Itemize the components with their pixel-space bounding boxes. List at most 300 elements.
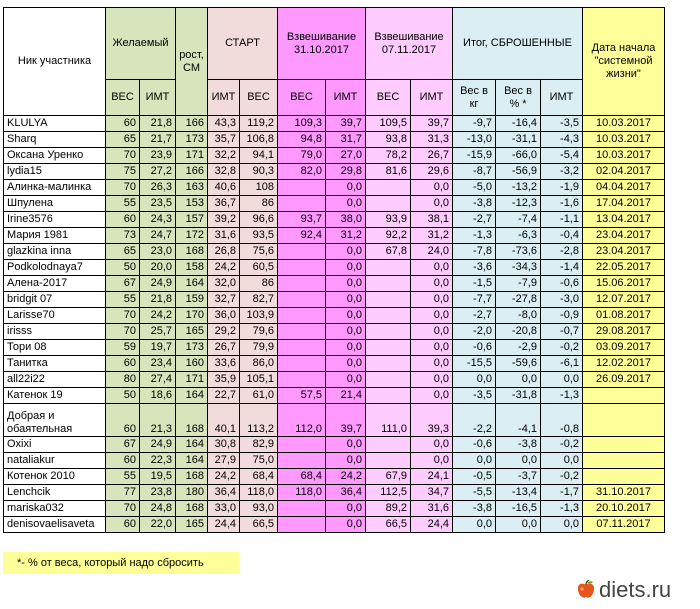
w2-bmi-cell[interactable]: 31,6 — [411, 501, 453, 517]
w1-weight-cell[interactable]: 109,3 — [278, 116, 326, 132]
w1-weight-cell[interactable] — [278, 180, 326, 196]
participant-name-cell[interactable]: Катенок 19 — [4, 388, 106, 404]
start-bmi-cell[interactable]: 32,0 — [208, 276, 240, 292]
desired-bmi-cell[interactable]: 20,0 — [140, 260, 176, 276]
result-kg-cell[interactable]: -15,5 — [453, 356, 496, 372]
desired-bmi-cell[interactable]: 24,2 — [140, 308, 176, 324]
start-date-cell[interactable]: 31.10.2017 — [583, 485, 665, 501]
participant-name-cell[interactable]: KLULYA — [4, 116, 106, 132]
w1-bmi-cell[interactable]: 36,4 — [326, 485, 366, 501]
w2-weight-cell[interactable]: 112,5 — [366, 485, 411, 501]
height-cell[interactable]: 171 — [176, 148, 208, 164]
result-bmi-cell[interactable]: -1,1 — [541, 212, 583, 228]
start-date-cell[interactable]: 10.03.2017 — [583, 132, 665, 148]
w2-weight-cell[interactable] — [366, 260, 411, 276]
w2-weight-cell[interactable]: 93,9 — [366, 212, 411, 228]
w2-weight-cell[interactable] — [366, 453, 411, 469]
participant-name-cell[interactable]: Тори 08 — [4, 340, 106, 356]
result-bmi-cell[interactable]: -2,8 — [541, 244, 583, 260]
start-bmi-cell[interactable]: 36,7 — [208, 196, 240, 212]
w2-bmi-cell[interactable]: 31,2 — [411, 228, 453, 244]
w2-bmi-cell[interactable]: 0,0 — [411, 356, 453, 372]
result-percent-cell[interactable]: 0,0 — [496, 453, 541, 469]
result-bmi-cell[interactable]: -0,2 — [541, 469, 583, 485]
height-cell[interactable]: 166 — [176, 116, 208, 132]
result-bmi-cell[interactable]: -1,7 — [541, 485, 583, 501]
start-bmi-cell[interactable]: 24,4 — [208, 517, 240, 533]
w1-weight-cell[interactable] — [278, 356, 326, 372]
result-kg-cell[interactable]: -2,0 — [453, 324, 496, 340]
start-weight-cell[interactable]: 60,5 — [240, 260, 278, 276]
result-bmi-cell[interactable]: -1,3 — [541, 388, 583, 404]
result-percent-cell[interactable]: -12,3 — [496, 196, 541, 212]
start-weight-cell[interactable]: 79,6 — [240, 324, 278, 340]
w1-bmi-cell[interactable]: 29,8 — [326, 164, 366, 180]
start-date-cell[interactable] — [583, 469, 665, 485]
start-date-cell[interactable] — [583, 437, 665, 453]
result-bmi-cell[interactable]: -0,2 — [541, 340, 583, 356]
participant-name-cell[interactable]: Алинка-малинка — [4, 180, 106, 196]
height-cell[interactable]: 168 — [176, 501, 208, 517]
result-kg-cell[interactable]: -5,5 — [453, 485, 496, 501]
desired-bmi-cell[interactable]: 24,8 — [140, 501, 176, 517]
start-bmi-cell[interactable]: 26,7 — [208, 340, 240, 356]
desired-weight-cell[interactable]: 60 — [106, 453, 140, 469]
result-bmi-cell[interactable]: -1,4 — [541, 260, 583, 276]
desired-bmi-cell[interactable]: 23,5 — [140, 196, 176, 212]
result-kg-cell[interactable]: -1,3 — [453, 228, 496, 244]
participant-name-cell[interactable]: Мария 1981 — [4, 228, 106, 244]
w1-weight-cell[interactable]: 118,0 — [278, 485, 326, 501]
start-bmi-cell[interactable]: 39,2 — [208, 212, 240, 228]
result-percent-cell[interactable]: -6,3 — [496, 228, 541, 244]
result-bmi-cell[interactable]: -3,5 — [541, 116, 583, 132]
result-bmi-cell[interactable]: 0,0 — [541, 517, 583, 533]
w1-bmi-cell[interactable]: 0,0 — [326, 501, 366, 517]
start-bmi-cell[interactable]: 32,2 — [208, 148, 240, 164]
desired-weight-cell[interactable]: 67 — [106, 437, 140, 453]
height-cell[interactable]: 165 — [176, 324, 208, 340]
participant-name-cell[interactable]: Podkolodnaya7 — [4, 260, 106, 276]
result-kg-cell[interactable]: -15,9 — [453, 148, 496, 164]
w2-bmi-cell[interactable]: 0,0 — [411, 372, 453, 388]
w2-bmi-cell[interactable]: 24,4 — [411, 517, 453, 533]
start-bmi-cell[interactable]: 32,8 — [208, 164, 240, 180]
w1-bmi-cell[interactable]: 0,0 — [326, 276, 366, 292]
desired-bmi-cell[interactable]: 21,8 — [140, 292, 176, 308]
w1-bmi-cell[interactable]: 39,7 — [326, 116, 366, 132]
w1-bmi-cell[interactable]: 31,2 — [326, 228, 366, 244]
result-kg-cell[interactable]: -2,7 — [453, 308, 496, 324]
w2-bmi-cell[interactable]: 0,0 — [411, 276, 453, 292]
result-bmi-cell[interactable]: -0,4 — [541, 228, 583, 244]
participant-name-cell[interactable]: Irine3576 — [4, 212, 106, 228]
desired-weight-cell[interactable]: 70 — [106, 501, 140, 517]
start-bmi-cell[interactable]: 40,1 — [208, 404, 240, 437]
start-date-cell[interactable]: 23.04.2017 — [583, 228, 665, 244]
start-weight-cell[interactable]: 113,2 — [240, 404, 278, 437]
height-cell[interactable]: 173 — [176, 132, 208, 148]
start-weight-cell[interactable]: 106,8 — [240, 132, 278, 148]
start-bmi-cell[interactable]: 33,0 — [208, 501, 240, 517]
desired-bmi-cell[interactable]: 24,9 — [140, 276, 176, 292]
result-kg-cell[interactable]: -9,7 — [453, 116, 496, 132]
w1-weight-cell[interactable] — [278, 501, 326, 517]
w1-weight-cell[interactable]: 57,5 — [278, 388, 326, 404]
w2-weight-cell[interactable]: 92,2 — [366, 228, 411, 244]
w1-bmi-cell[interactable]: 38,0 — [326, 212, 366, 228]
result-kg-cell[interactable]: -7,8 — [453, 244, 496, 260]
result-bmi-cell[interactable]: 0,0 — [541, 453, 583, 469]
participant-name-cell[interactable]: Oxixi — [4, 437, 106, 453]
w2-weight-cell[interactable] — [366, 292, 411, 308]
w1-bmi-cell[interactable]: 0,0 — [326, 180, 366, 196]
result-percent-cell[interactable]: -73,6 — [496, 244, 541, 260]
w2-bmi-cell[interactable]: 38,1 — [411, 212, 453, 228]
w1-bmi-cell[interactable]: 0,0 — [326, 292, 366, 308]
result-percent-cell[interactable]: -16,5 — [496, 501, 541, 517]
w2-weight-cell[interactable]: 93,8 — [366, 132, 411, 148]
w2-bmi-cell[interactable]: 0,0 — [411, 292, 453, 308]
start-weight-cell[interactable]: 66,5 — [240, 517, 278, 533]
start-weight-cell[interactable]: 75,0 — [240, 453, 278, 469]
height-cell[interactable]: 164 — [176, 388, 208, 404]
participant-name-cell[interactable]: denisovaelisaveta — [4, 517, 106, 533]
participant-name-cell[interactable]: irisss — [4, 324, 106, 340]
result-percent-cell[interactable]: -31,8 — [496, 388, 541, 404]
start-date-cell[interactable]: 17.04.2017 — [583, 196, 665, 212]
result-percent-cell[interactable]: -59,6 — [496, 356, 541, 372]
start-bmi-cell[interactable]: 26,8 — [208, 244, 240, 260]
desired-bmi-cell[interactable]: 23,8 — [140, 485, 176, 501]
height-cell[interactable]: 164 — [176, 276, 208, 292]
w2-bmi-cell[interactable]: 26,7 — [411, 148, 453, 164]
result-bmi-cell[interactable]: -1,6 — [541, 196, 583, 212]
w1-bmi-cell[interactable]: 0,0 — [326, 324, 366, 340]
start-bmi-cell[interactable]: 30,8 — [208, 437, 240, 453]
start-weight-cell[interactable]: 93,0 — [240, 501, 278, 517]
result-kg-cell[interactable]: -0,6 — [453, 340, 496, 356]
w1-bmi-cell[interactable]: 0,0 — [326, 308, 366, 324]
result-kg-cell[interactable]: -3,8 — [453, 196, 496, 212]
w2-bmi-cell[interactable]: 34,7 — [411, 485, 453, 501]
start-bmi-cell[interactable]: 24,2 — [208, 469, 240, 485]
desired-weight-cell[interactable]: 59 — [106, 340, 140, 356]
start-date-cell[interactable]: 02.04.2017 — [583, 164, 665, 180]
start-weight-cell[interactable]: 86 — [240, 196, 278, 212]
w2-weight-cell[interactable] — [366, 308, 411, 324]
height-cell[interactable]: 165 — [176, 517, 208, 533]
result-percent-cell[interactable]: -34,3 — [496, 260, 541, 276]
w1-weight-cell[interactable] — [278, 372, 326, 388]
participant-name-cell[interactable]: Алена-2017 — [4, 276, 106, 292]
desired-bmi-cell[interactable]: 23,4 — [140, 356, 176, 372]
desired-weight-cell[interactable]: 60 — [106, 116, 140, 132]
result-bmi-cell[interactable]: -1,3 — [541, 501, 583, 517]
desired-bmi-cell[interactable]: 19,5 — [140, 469, 176, 485]
desired-weight-cell[interactable]: 60 — [106, 212, 140, 228]
start-date-cell[interactable]: 07.11.2017 — [583, 517, 665, 533]
result-kg-cell[interactable]: -0,6 — [453, 437, 496, 453]
w1-weight-cell[interactable]: 92,4 — [278, 228, 326, 244]
w2-weight-cell[interactable]: 109,5 — [366, 116, 411, 132]
result-bmi-cell[interactable]: -0,7 — [541, 324, 583, 340]
w2-weight-cell[interactable] — [366, 437, 411, 453]
w1-bmi-cell[interactable]: 21,4 — [326, 388, 366, 404]
result-percent-cell[interactable]: -4,1 — [496, 404, 541, 437]
start-bmi-cell[interactable]: 35,7 — [208, 132, 240, 148]
start-bmi-cell[interactable]: 31,6 — [208, 228, 240, 244]
result-percent-cell[interactable]: -13,2 — [496, 180, 541, 196]
height-cell[interactable]: 157 — [176, 212, 208, 228]
w2-weight-cell[interactable] — [366, 388, 411, 404]
result-percent-cell[interactable]: -3,7 — [496, 469, 541, 485]
height-cell[interactable]: 166 — [176, 164, 208, 180]
participant-name-cell[interactable]: Lenchcik — [4, 485, 106, 501]
start-bmi-cell[interactable]: 24,2 — [208, 260, 240, 276]
start-bmi-cell[interactable]: 27,9 — [208, 453, 240, 469]
desired-bmi-cell[interactable]: 26,3 — [140, 180, 176, 196]
start-date-cell[interactable]: 04.04.2017 — [583, 180, 665, 196]
desired-bmi-cell[interactable]: 23,0 — [140, 244, 176, 260]
desired-weight-cell[interactable]: 60 — [106, 356, 140, 372]
result-percent-cell[interactable]: -13,4 — [496, 485, 541, 501]
result-percent-cell[interactable]: -7,9 — [496, 276, 541, 292]
w2-bmi-cell[interactable]: 0,0 — [411, 340, 453, 356]
start-bmi-cell[interactable]: 29,2 — [208, 324, 240, 340]
w2-bmi-cell[interactable]: 39,3 — [411, 404, 453, 437]
participant-name-cell[interactable]: bridgit 07 — [4, 292, 106, 308]
height-cell[interactable]: 164 — [176, 453, 208, 469]
result-kg-cell[interactable]: -13,0 — [453, 132, 496, 148]
result-kg-cell[interactable]: -0,5 — [453, 469, 496, 485]
desired-bmi-cell[interactable]: 24,9 — [140, 437, 176, 453]
start-weight-cell[interactable]: 68,4 — [240, 469, 278, 485]
w2-bmi-cell[interactable]: 0,0 — [411, 260, 453, 276]
participant-name-cell[interactable]: Добрая и обаятельная — [4, 404, 106, 437]
participant-name-cell[interactable]: nataliakur — [4, 453, 106, 469]
desired-bmi-cell[interactable]: 21,7 — [140, 132, 176, 148]
start-weight-cell[interactable]: 94,1 — [240, 148, 278, 164]
w1-bmi-cell[interactable]: 0,0 — [326, 244, 366, 260]
w2-weight-cell[interactable] — [366, 324, 411, 340]
result-percent-cell[interactable]: -27,8 — [496, 292, 541, 308]
height-cell[interactable]: 171 — [176, 372, 208, 388]
result-kg-cell[interactable]: 0,0 — [453, 372, 496, 388]
result-kg-cell[interactable]: 0,0 — [453, 453, 496, 469]
height-cell[interactable]: 160 — [176, 356, 208, 372]
start-bmi-cell[interactable]: 22,7 — [208, 388, 240, 404]
desired-bmi-cell[interactable]: 22,3 — [140, 453, 176, 469]
result-kg-cell[interactable]: -2,7 — [453, 212, 496, 228]
result-bmi-cell[interactable]: -6,1 — [541, 356, 583, 372]
w1-weight-cell[interactable]: 112,0 — [278, 404, 326, 437]
start-weight-cell[interactable]: 61,0 — [240, 388, 278, 404]
start-date-cell[interactable]: 10.03.2017 — [583, 116, 665, 132]
desired-bmi-cell[interactable]: 21,3 — [140, 404, 176, 437]
w2-weight-cell[interactable] — [366, 340, 411, 356]
w1-weight-cell[interactable] — [278, 292, 326, 308]
result-percent-cell[interactable]: -66,0 — [496, 148, 541, 164]
height-cell[interactable]: 173 — [176, 340, 208, 356]
start-bmi-cell[interactable]: 33,6 — [208, 356, 240, 372]
desired-bmi-cell[interactable]: 27,2 — [140, 164, 176, 180]
w1-weight-cell[interactable]: 82,0 — [278, 164, 326, 180]
w2-bmi-cell[interactable]: 0,0 — [411, 180, 453, 196]
desired-weight-cell[interactable]: 75 — [106, 164, 140, 180]
w1-bmi-cell[interactable]: 0,0 — [326, 517, 366, 533]
start-date-cell[interactable]: 10.03.2017 — [583, 148, 665, 164]
result-kg-cell[interactable]: -1,5 — [453, 276, 496, 292]
w1-bmi-cell[interactable]: 0,0 — [326, 260, 366, 276]
height-cell[interactable]: 168 — [176, 404, 208, 437]
w1-weight-cell[interactable] — [278, 260, 326, 276]
height-cell[interactable]: 164 — [176, 437, 208, 453]
w1-bmi-cell[interactable]: 0,0 — [326, 196, 366, 212]
start-weight-cell[interactable]: 105,1 — [240, 372, 278, 388]
result-kg-cell[interactable]: -2,2 — [453, 404, 496, 437]
w2-bmi-cell[interactable]: 0,0 — [411, 388, 453, 404]
height-cell[interactable]: 180 — [176, 485, 208, 501]
participant-name-cell[interactable]: Оксана Уренко — [4, 148, 106, 164]
w1-weight-cell[interactable] — [278, 196, 326, 212]
participant-name-cell[interactable]: Танитка — [4, 356, 106, 372]
start-bmi-cell[interactable]: 40,6 — [208, 180, 240, 196]
result-bmi-cell[interactable]: -1,9 — [541, 180, 583, 196]
w1-weight-cell[interactable] — [278, 453, 326, 469]
start-weight-cell[interactable]: 86 — [240, 276, 278, 292]
height-cell[interactable]: 168 — [176, 469, 208, 485]
w2-bmi-cell[interactable]: 0,0 — [411, 308, 453, 324]
desired-bmi-cell[interactable]: 25,7 — [140, 324, 176, 340]
participant-name-cell[interactable]: all22i22 — [4, 372, 106, 388]
desired-bmi-cell[interactable]: 27,4 — [140, 372, 176, 388]
w1-bmi-cell[interactable]: 39,7 — [326, 404, 366, 437]
result-percent-cell[interactable]: -7,4 — [496, 212, 541, 228]
desired-weight-cell[interactable]: 70 — [106, 148, 140, 164]
height-cell[interactable]: 159 — [176, 292, 208, 308]
w1-weight-cell[interactable] — [278, 308, 326, 324]
start-bmi-cell[interactable]: 43,3 — [208, 116, 240, 132]
result-bmi-cell[interactable]: -3,2 — [541, 164, 583, 180]
w2-bmi-cell[interactable]: 24,0 — [411, 244, 453, 260]
height-cell[interactable]: 163 — [176, 180, 208, 196]
result-bmi-cell[interactable]: 0,0 — [541, 372, 583, 388]
start-bmi-cell[interactable]: 32,7 — [208, 292, 240, 308]
result-kg-cell[interactable]: -5,0 — [453, 180, 496, 196]
desired-weight-cell[interactable]: 55 — [106, 292, 140, 308]
result-kg-cell[interactable]: 0,0 — [453, 517, 496, 533]
start-weight-cell[interactable]: 86,0 — [240, 356, 278, 372]
participant-name-cell[interactable]: lydia15 — [4, 164, 106, 180]
w1-bmi-cell[interactable]: 0,0 — [326, 340, 366, 356]
start-bmi-cell[interactable]: 36,0 — [208, 308, 240, 324]
desired-weight-cell[interactable]: 50 — [106, 388, 140, 404]
w2-weight-cell[interactable] — [366, 356, 411, 372]
w2-bmi-cell[interactable]: 29,6 — [411, 164, 453, 180]
w2-weight-cell[interactable]: 66,5 — [366, 517, 411, 533]
participant-name-cell[interactable]: Котенок 2010 — [4, 469, 106, 485]
desired-weight-cell[interactable]: 77 — [106, 485, 140, 501]
w1-bmi-cell[interactable]: 0,0 — [326, 437, 366, 453]
start-date-cell[interactable]: 26.09.2017 — [583, 372, 665, 388]
start-weight-cell[interactable]: 119,2 — [240, 116, 278, 132]
result-bmi-cell[interactable]: -0,6 — [541, 276, 583, 292]
w1-bmi-cell[interactable]: 31,7 — [326, 132, 366, 148]
desired-bmi-cell[interactable]: 24,3 — [140, 212, 176, 228]
start-date-cell[interactable]: 12.07.2017 — [583, 292, 665, 308]
w2-weight-cell[interactable]: 111,0 — [366, 404, 411, 437]
result-percent-cell[interactable]: -3,8 — [496, 437, 541, 453]
w2-bmi-cell[interactable]: 0,0 — [411, 324, 453, 340]
start-weight-cell[interactable]: 93,5 — [240, 228, 278, 244]
start-date-cell[interactable] — [583, 388, 665, 404]
desired-weight-cell[interactable]: 50 — [106, 260, 140, 276]
result-percent-cell[interactable]: 0,0 — [496, 372, 541, 388]
w2-bmi-cell[interactable]: 0,0 — [411, 196, 453, 212]
start-weight-cell[interactable]: 118,0 — [240, 485, 278, 501]
height-cell[interactable]: 158 — [176, 260, 208, 276]
desired-weight-cell[interactable]: 65 — [106, 244, 140, 260]
start-date-cell[interactable]: 23.04.2017 — [583, 244, 665, 260]
w1-bmi-cell[interactable]: 0,0 — [326, 356, 366, 372]
desired-weight-cell[interactable]: 65 — [106, 132, 140, 148]
w1-weight-cell[interactable]: 68,4 — [278, 469, 326, 485]
desired-weight-cell[interactable]: 70 — [106, 180, 140, 196]
result-kg-cell[interactable]: -3,5 — [453, 388, 496, 404]
desired-weight-cell[interactable]: 60 — [106, 404, 140, 437]
result-bmi-cell[interactable]: -0,2 — [541, 437, 583, 453]
start-bmi-cell[interactable]: 36,4 — [208, 485, 240, 501]
w2-bmi-cell[interactable]: 39,7 — [411, 116, 453, 132]
w2-weight-cell[interactable] — [366, 180, 411, 196]
desired-bmi-cell[interactable]: 23,9 — [140, 148, 176, 164]
height-cell[interactable]: 172 — [176, 228, 208, 244]
start-date-cell[interactable] — [583, 453, 665, 469]
participant-name-cell[interactable]: mariska032 — [4, 501, 106, 517]
result-kg-cell[interactable]: -7,7 — [453, 292, 496, 308]
start-date-cell[interactable]: 13.04.2017 — [583, 212, 665, 228]
start-date-cell[interactable] — [583, 404, 665, 437]
desired-weight-cell[interactable]: 55 — [106, 469, 140, 485]
result-bmi-cell[interactable]: -4,3 — [541, 132, 583, 148]
start-date-cell[interactable]: 12.02.2017 — [583, 356, 665, 372]
result-percent-cell[interactable]: -56,9 — [496, 164, 541, 180]
w1-weight-cell[interactable] — [278, 437, 326, 453]
start-weight-cell[interactable]: 96,6 — [240, 212, 278, 228]
w1-bmi-cell[interactable]: 0,0 — [326, 372, 366, 388]
result-percent-cell[interactable]: -16,4 — [496, 116, 541, 132]
w2-bmi-cell[interactable]: 31,3 — [411, 132, 453, 148]
result-bmi-cell[interactable]: -5,4 — [541, 148, 583, 164]
w1-weight-cell[interactable] — [278, 244, 326, 260]
start-weight-cell[interactable]: 90,3 — [240, 164, 278, 180]
start-weight-cell[interactable]: 82,9 — [240, 437, 278, 453]
desired-bmi-cell[interactable]: 21,8 — [140, 116, 176, 132]
participant-name-cell[interactable]: glazkina inna — [4, 244, 106, 260]
desired-weight-cell[interactable]: 70 — [106, 324, 140, 340]
start-weight-cell[interactable]: 82,7 — [240, 292, 278, 308]
desired-bmi-cell[interactable]: 19,7 — [140, 340, 176, 356]
desired-weight-cell[interactable]: 55 — [106, 196, 140, 212]
result-percent-cell[interactable]: -20,8 — [496, 324, 541, 340]
desired-bmi-cell[interactable]: 22,0 — [140, 517, 176, 533]
w1-weight-cell[interactable]: 94,8 — [278, 132, 326, 148]
w1-bmi-cell[interactable]: 24,2 — [326, 469, 366, 485]
w2-weight-cell[interactable]: 89,2 — [366, 501, 411, 517]
w1-weight-cell[interactable] — [278, 340, 326, 356]
start-date-cell[interactable]: 29.08.2017 — [583, 324, 665, 340]
